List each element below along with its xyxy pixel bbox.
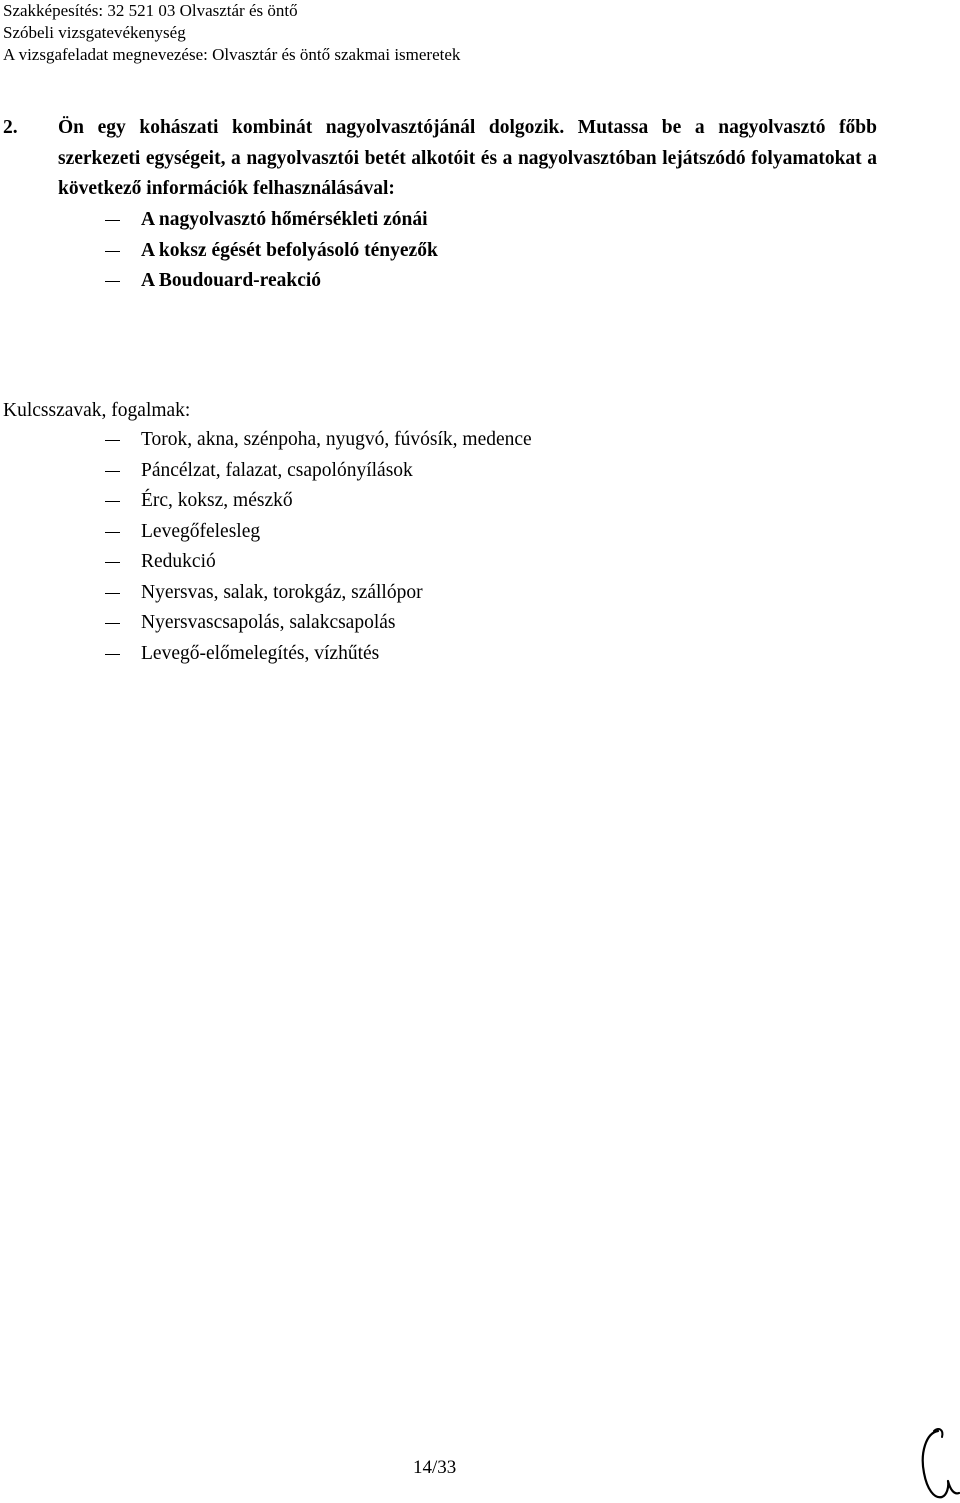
header-exam-type: Szóbeli vizsgatevékenység [3,23,186,42]
dash-bullet [105,532,120,533]
handwritten-signature [912,1425,960,1503]
dash-bullet [105,562,120,563]
dash-bullet [105,220,120,221]
task-text: Ön egy kohászati kombinát nagyolvasztójánál dolgozik. Mutassa be a nagyolvasztó főbb szerkezeti egységeit, a nagyolvasztói betét alkotóit és a nagyolvasztóban lejátszódó folyamatokat a következő információk felhasználásával: [58,117,877,199]
keywords-title: Kulcsszavak, fogalmak: [3,400,191,421]
dash-bullet [105,593,120,594]
header-qualification: Szakképesítés: 32 521 03 Olvasztár és öntő [3,1,298,20]
dash-bullet [105,654,120,655]
page-number: 14/33 [413,1457,457,1478]
dash-bullet [105,281,120,282]
dash-bullet [105,251,120,252]
header-task-name: A vizsgafeladat megnevezése: Olvasztár és öntő szakmai ismeretek [3,45,461,64]
task-statement [3,113,877,205]
dash-bullet [105,471,120,472]
dash-bullet [105,623,120,624]
task-number: 2. [3,117,18,138]
page-header [3,0,460,66]
dash-bullet [105,440,120,441]
dash-bullet [105,501,120,502]
